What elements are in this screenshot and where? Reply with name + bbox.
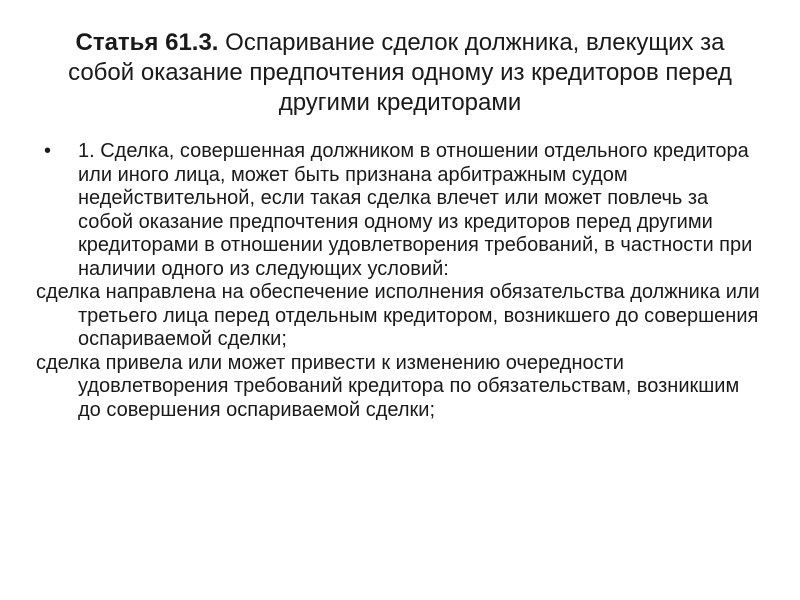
slide-body — [36, 140, 766, 422]
paragraph-2: сделка направлена на обеспечение исполнения обязательства должника или третьего лица перед отдельным кредитором, возникшего до совершения оспариваемой сделки; — [36, 281, 760, 350]
title-text: Оспаривание сделок должника, влекущих за собой оказание предпочтения одному из кредиторов перед другими кредиторами — [68, 29, 732, 116]
title-article-number: Статья 61.3. — [75, 29, 219, 56]
slide-title — [50, 28, 750, 118]
paragraph-1-text: 1. Сделка, совершенная должником в отношении отдельного кредитора или иного лица, может быть признана арбитражным судом недействительной, если такая сделка влечет или может повлечь за собой оказание предпочтения одному из кредиторов перед другими кредиторами в отношении удовлетворения требований, в частности при наличии одного из следующих условий: — [78, 140, 753, 280]
bullet-marker: • — [44, 140, 52, 162]
paragraph-3: сделка привела или может привести к изменению очередности удовлетворения требований кредитора по обязательствам, возникшим до совершения оспариваемой сделки; — [36, 351, 740, 421]
bullet-paragraph — [36, 140, 766, 281]
